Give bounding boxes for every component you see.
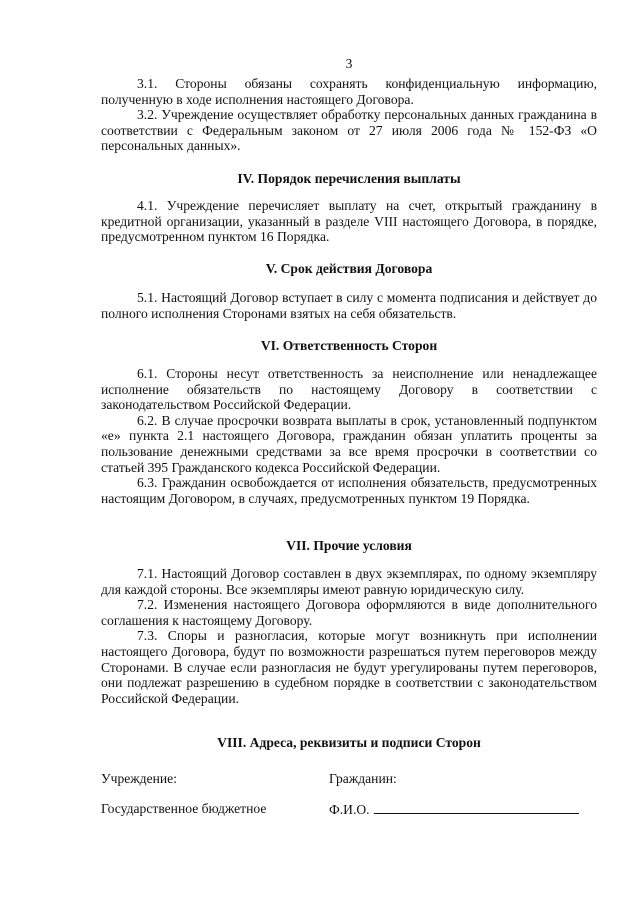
citizen-fio-field [329,801,579,818]
paragraph-6-1: 6.1. Стороны несут ответственность за неисполнение или ненадлежащее исполнение обязательств по настоящему Договору в соответствии с законодательством Российской Федерации. [101,366,597,413]
fio-blank-line [374,801,579,814]
section-7-title: VII. Прочие условия [286,538,412,553]
section-3-body [101,76,597,154]
paragraph-6-3: 6.3. Гражданин освобождается от исполнения обязательств, предусмотренных настоящим Договором, в случаях, предусмотренных пунктом 19 Порядка. [101,475,597,506]
page-number: 3 [345,56,353,71]
section-8-title: VIII. Адреса, реквизиты и подписи Сторон [217,735,481,750]
section-6-body [101,366,597,506]
paragraph-5-1: 5.1. Настоящий Договор вступает в силу с момента подписания и действует до полного исполнения Сторонами взятых на себя обязательств. [101,290,597,321]
paragraph-7-2: 7.2. Изменения настоящего Договора оформляются в виде дополнительного соглашения к настоящему Договору. [101,597,597,628]
citizen-heading: Гражданин: [329,771,397,786]
section-7-body [101,566,597,706]
fio-label: Ф.И.О. [329,802,370,817]
institution-heading: Учреждение: [101,771,177,786]
institution-name-line: Государственное бюджетное [101,801,267,816]
section-5-title: V. Срок действия Договора [265,261,433,276]
paragraph-3-2: 3.2. Учреждение осуществляет обработку персональных данных гражданина в соответствии с Федеральным законом от 27 июля 2006 года № 152-ФЗ «О персональных данных». [101,107,597,154]
paragraph-7-1: 7.1. Настоящий Договор составлен в двух экземплярах, по одному экземпляру для каждой стороны. Все экземпляры имеют равную юридическую силу. [101,566,597,597]
section-5-body [101,290,597,321]
section-4-title: IV. Порядок перечисления выплаты [237,171,461,186]
paragraph-4-1: 4.1. Учреждение перечисляет выплату на счет, открытый гражданину в кредитной организации, указанный в разделе VIII настоящего Договора, в порядке, предусмотренном пунктом 16 Порядка. [101,198,597,245]
section-4-body [101,198,597,245]
paragraph-6-2: 6.2. В случае просрочки возврата выплаты в срок, установленный подпунктом «е» пункта 2.1 настоящего Договора, гражданин обязан уплатить проценты за пользование денежными средствами за все время просрочки в соответствии со статьей 395 Гражданского кодекса Российской Федерации. [101,412,597,475]
section-6-title: VI. Ответственность Сторон [260,338,438,353]
paragraph-3-1: 3.1. Стороны обязаны сохранять конфиденциальную информацию, полученную в ходе исполнения настоящего Договора. [101,76,597,107]
paragraph-7-3: 7.3. Споры и разногласия, которые могут возникнуть при исполнении настоящего Договора, будут по возможности разрешаться путем переговоров между Сторонами. В случае если разногласия не будут урегулированы путем переговоров, они подлежат разрешению в судебном порядке в соответствии с законодательством Российской Федерации. [101,628,597,706]
